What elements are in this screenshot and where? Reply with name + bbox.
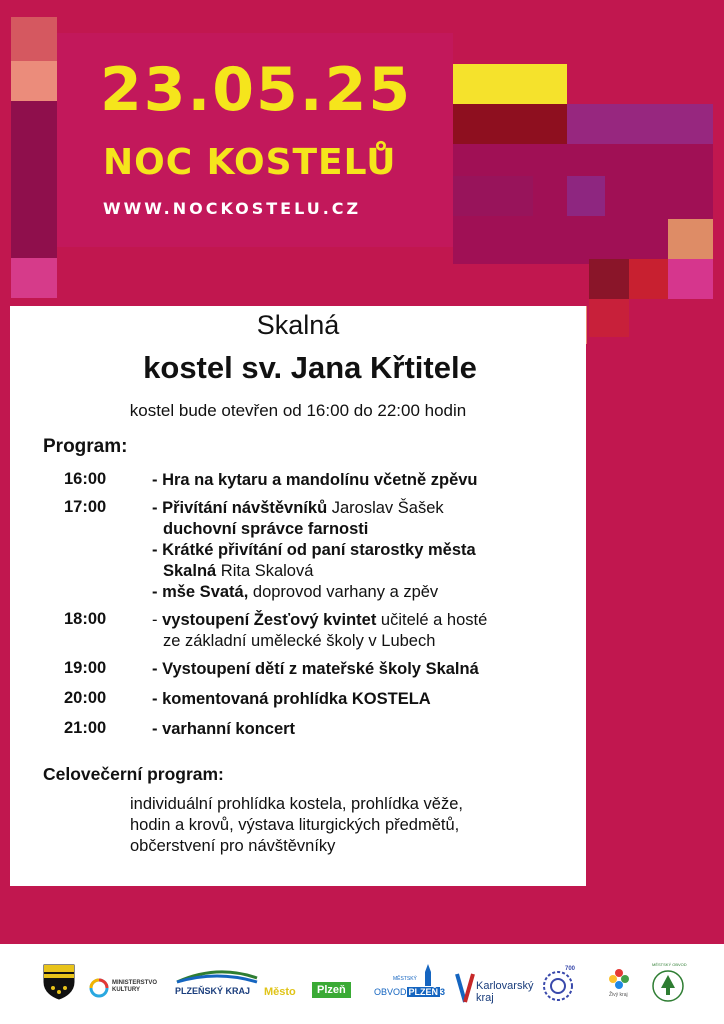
decor-tile (668, 219, 713, 259)
plzensky-kraj-arc-icon (175, 968, 259, 984)
evening-program (130, 794, 570, 857)
obvod-number: 3 (440, 987, 446, 997)
decor-tile (11, 17, 57, 61)
decor-tile (589, 259, 629, 299)
district-emblem-label: MĚSTSKÝ OBVOD (652, 962, 687, 967)
program-time: 16:00 (64, 470, 107, 488)
ministry-line: MINISTERSTVO (112, 980, 158, 986)
event-date: 23.05.25 (100, 55, 413, 125)
decor-tile (453, 64, 567, 104)
program-time: 20:00 (64, 689, 107, 707)
desc-text: Jaroslav Šašek (327, 499, 444, 517)
website-link[interactable]: WWW.NOCKOSTELU.CZ (103, 199, 362, 218)
decor-tile (11, 101, 57, 258)
zivy-kraj-flower-icon (608, 968, 630, 990)
decor-tile (453, 104, 567, 144)
program-desc (152, 689, 572, 710)
program-desc (152, 719, 572, 740)
ministry-culture-icon (88, 977, 110, 999)
plzen-logo: Plzeň (312, 982, 351, 998)
evening-line: individuální prohlídka kostela, prohlídka věže, (130, 795, 463, 813)
obvod-logo (374, 987, 445, 997)
coat-of-arms-icon (43, 964, 75, 1000)
desc-text: ze základní umělecké školy v Lubech (163, 632, 436, 650)
desc-text: učitelé a hosté (376, 611, 488, 629)
desc-text: duchovní správce farnosti (163, 520, 369, 538)
desc-text: doprovod varhany a zpěv (248, 583, 439, 601)
ministry-logo (112, 980, 157, 994)
mesto-logo: Město (264, 986, 296, 998)
ministry-line: KULTURY (112, 987, 140, 993)
decor-tile (453, 176, 533, 216)
desc-text: - Hra na kytaru a mandolínu včetně zpěvu (152, 471, 478, 489)
decor-tile (11, 61, 57, 101)
karlovarsky-line: kraj (476, 992, 494, 1004)
event-title: NOC KOSTELŮ (103, 142, 397, 183)
obvod-bold: PLZEŇ (408, 987, 439, 997)
program-time: 17:00 (64, 498, 107, 516)
karlovarsky-kraj-icon (454, 972, 476, 1004)
obvod-top: MĚSTSKÝ (393, 976, 417, 982)
desc-text: - Přivítání návštěvníků (152, 499, 328, 517)
program-time: 18:00 (64, 610, 107, 628)
decor-tile (567, 104, 713, 144)
evening-heading: Celovečerní program: (43, 764, 224, 784)
plzensky-kraj-logo: PLZEŇSKÝ KRAJ (175, 986, 251, 996)
sponsor-footer (0, 944, 724, 1024)
desc-text: Skalná (163, 562, 217, 580)
place-name: Skalná (256, 310, 340, 340)
desc-text: - Vystoupení dětí z mateřské školy Skalná (152, 660, 479, 678)
opening-hours: kostel bude otevřen od 16:00 do 22:00 hodin (129, 401, 467, 420)
evening-line: hodin a krovů, výstava liturgických předmětů, (130, 816, 460, 834)
program-heading: Program: (43, 436, 128, 457)
program-desc (152, 498, 572, 603)
program-desc (152, 610, 572, 652)
church-tower-icon (420, 964, 436, 986)
district-emblem-icon (651, 968, 685, 1004)
program-desc (152, 470, 572, 491)
karlovarsky-logo (476, 980, 533, 1004)
desc-text: - mše Svatá, (152, 583, 249, 601)
desc-text: - komentovaná prohlídka KOSTELA (152, 690, 431, 708)
church-name: kostel sv. Jana Křtitele (143, 350, 477, 385)
program-desc (152, 659, 572, 680)
desc-text: Rita Skalová (216, 562, 314, 580)
obvod-text: OBVOD (374, 987, 407, 997)
anniversary-seal-icon (542, 970, 574, 1002)
desc-text: vystoupení Žesťový kvintet (162, 611, 377, 629)
program-time: 19:00 (64, 659, 107, 677)
decor-tile (668, 259, 713, 299)
karlovarsky-line: Karlovarský (476, 980, 534, 992)
evening-line: občerstvení pro návštěvníky (130, 837, 336, 855)
desc-text: - Krátké přivítání od paní starostky města (152, 541, 476, 559)
desc-text: - (152, 611, 163, 629)
seven-hundred-label: 700 (565, 966, 576, 972)
desc-text: - varhanní koncert (152, 720, 296, 738)
decor-tile (629, 259, 668, 299)
decor-tile (567, 176, 605, 216)
zivy-kraj-logo: Živý kraj (609, 992, 628, 998)
program-time: 21:00 (64, 719, 107, 737)
decor-tile (11, 258, 57, 298)
